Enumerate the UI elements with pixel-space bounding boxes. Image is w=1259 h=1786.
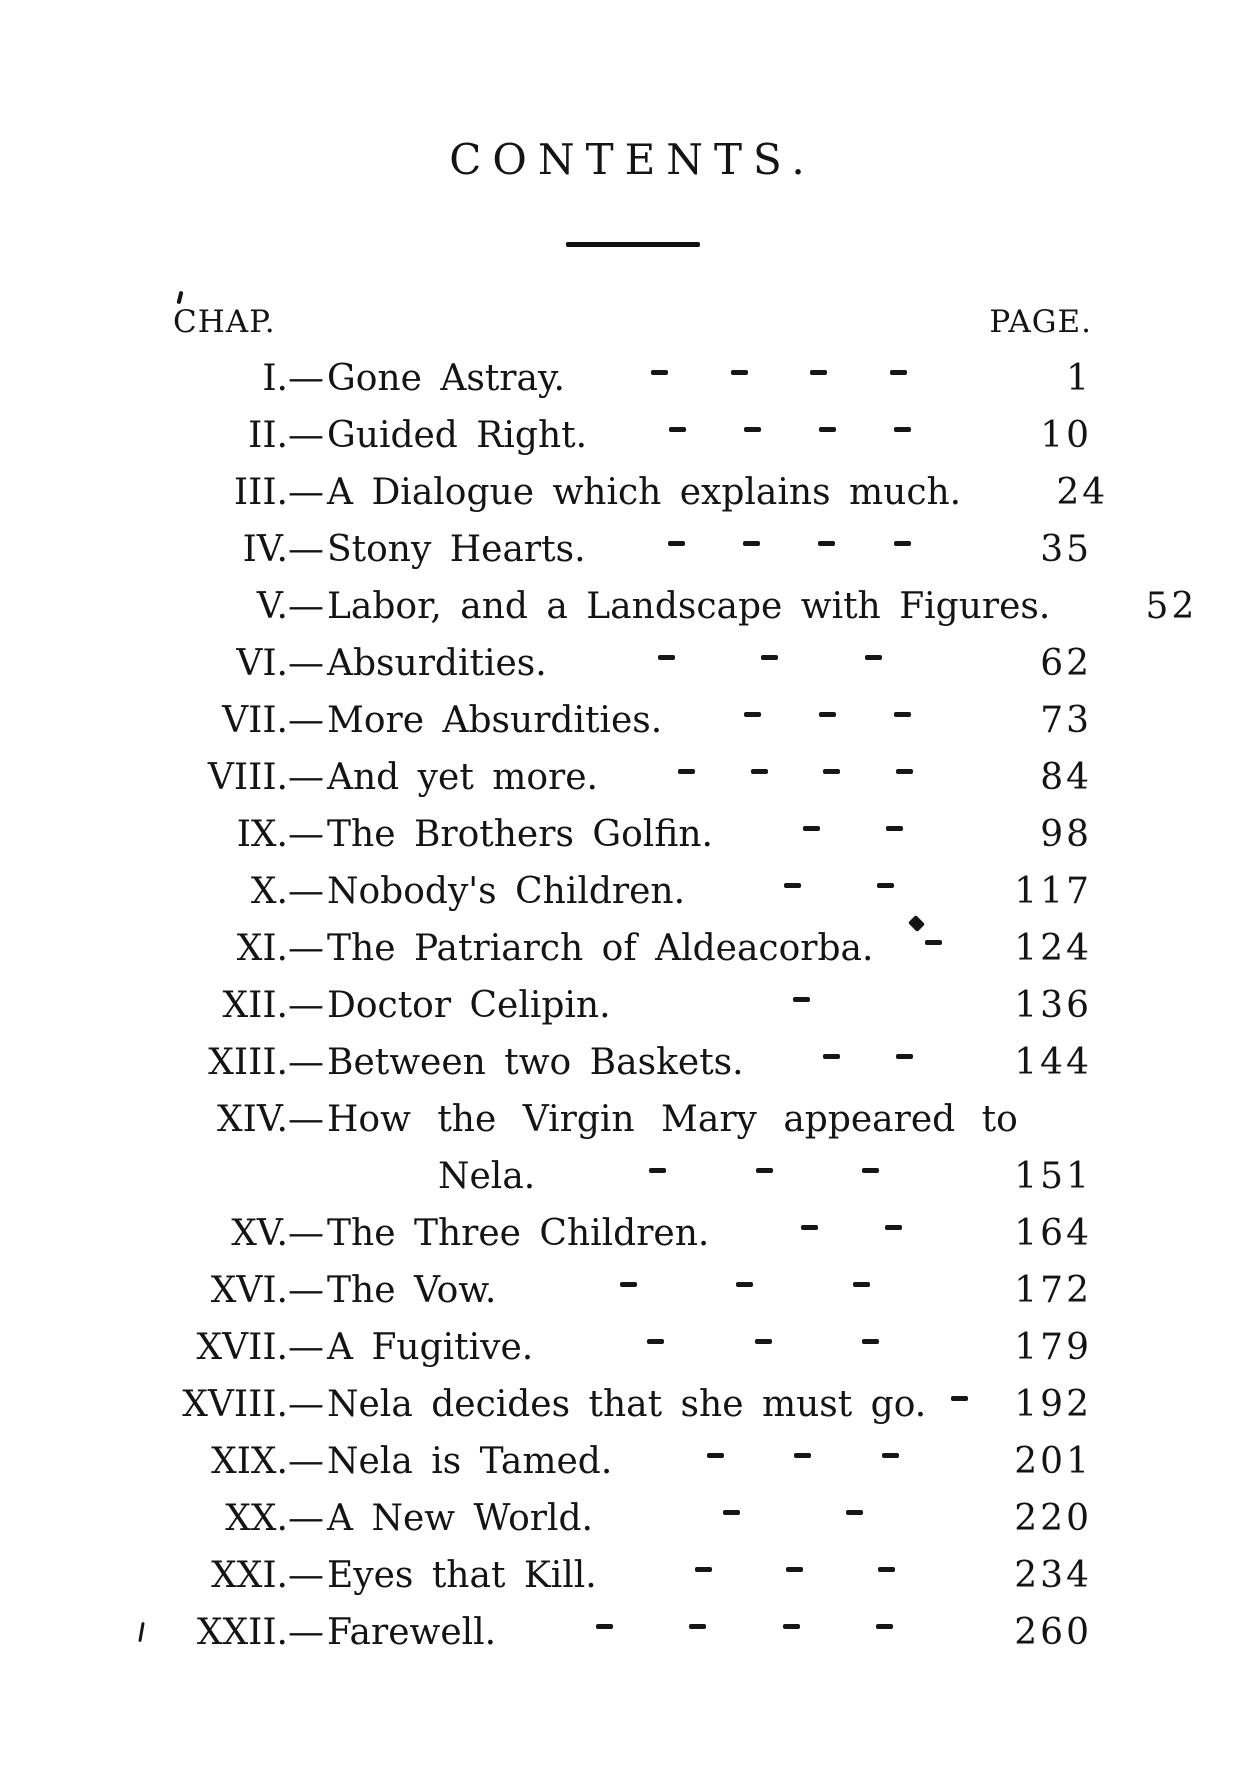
em-dash-separator: —: [288, 1270, 324, 1311]
em-dash-separator: —: [288, 1099, 324, 1140]
chapter-numeral: IX.: [236, 814, 288, 855]
leader-dash: [784, 883, 801, 888]
em-dash-separator: —: [288, 586, 324, 627]
title-divider-rule: [566, 242, 700, 247]
chapter-numeral: V.: [256, 586, 288, 627]
leader-dash: [818, 541, 835, 546]
leader-dashes: [733, 1224, 969, 1232]
leader-dash: [695, 1567, 712, 1572]
chapter-title: Doctor Celipin.: [327, 985, 611, 1026]
leader-dash: [647, 1339, 664, 1344]
chapter-numeral: VIII.: [207, 757, 288, 798]
leader-dash: [882, 1453, 899, 1458]
leader-dash: [810, 370, 827, 375]
page-number: 192: [1014, 1384, 1092, 1425]
leader-dash: [783, 1624, 800, 1629]
leader-dashes: [1042, 1110, 1074, 1118]
chapter-column-label: CHAP.: [173, 304, 276, 340]
page-number: 24: [1056, 472, 1109, 513]
leader-dashes: [636, 1452, 969, 1460]
chapter-title-wrapped: Nela.: [438, 1156, 536, 1197]
em-dash-separator: —: [288, 1042, 324, 1083]
leader-dash: [885, 1225, 902, 1230]
leader-dash: [743, 541, 760, 546]
chapter-title: A Dialogue which explains much.: [327, 472, 962, 513]
leader-dash: [658, 655, 675, 660]
leader-dash: [707, 1453, 724, 1458]
chapter-title: Gone Astray.: [327, 358, 565, 399]
leader-dash: [896, 1054, 913, 1059]
chapter-numeral: XVIII.: [182, 1384, 288, 1425]
em-dash-separator: —: [288, 871, 324, 912]
leader-dash: [649, 1168, 666, 1173]
chapter-numeral: XV.: [231, 1213, 288, 1254]
chapter-title: Nela is Tamed.: [327, 1441, 613, 1482]
leader-dashes: [559, 1167, 969, 1175]
chapter-numeral: XIV.: [217, 1099, 288, 1140]
leader-dashes: [520, 1623, 969, 1631]
chapter-numeral: III.: [233, 472, 288, 513]
leader-dash: [793, 997, 810, 1002]
em-dash-separator: —: [288, 643, 324, 684]
em-dash-separator: —: [288, 358, 324, 399]
leader-dashes: [737, 825, 969, 833]
leader-dash: [862, 1339, 879, 1344]
toc-row: [173, 635, 1092, 692]
toc-row: [173, 692, 1092, 749]
em-dash-separator: —: [288, 757, 324, 798]
em-dash-separator: —: [288, 472, 324, 513]
leader-dash: [678, 769, 695, 774]
toc-header: [173, 302, 1092, 342]
leader-dashes: [589, 369, 969, 377]
em-dash-separator: —: [288, 1384, 324, 1425]
chapter-numeral: VII.: [222, 700, 288, 741]
toc-row-wrap: [173, 1148, 1092, 1205]
em-dash-separator: —: [288, 1498, 324, 1539]
chapter-title: Stony Hearts.: [327, 529, 586, 570]
chapter-numeral: XI.: [236, 928, 288, 969]
leader-dash: [736, 1282, 753, 1287]
leader-dash: [925, 940, 942, 945]
leader-dash: [823, 1054, 840, 1059]
contents-page: [173, 0, 1198, 1661]
leader-dash: [886, 826, 903, 831]
chapter-title: And yet more.: [327, 757, 598, 798]
leader-dash: [744, 712, 761, 717]
leader-dashes: [520, 1281, 969, 1289]
chapter-title: Guided Right.: [327, 415, 588, 456]
page-number: 136: [1014, 985, 1092, 1026]
leader-dash: [786, 1567, 803, 1572]
toc-row: [173, 350, 1092, 407]
leader-dash: [819, 427, 836, 432]
chapter-title: Absurdities.: [327, 643, 547, 684]
leader-dashes: [950, 1395, 969, 1403]
page-number: 10: [1040, 415, 1092, 456]
chapter-title: The Brothers Golfin.: [327, 814, 713, 855]
leader-dash: [894, 427, 911, 432]
toc-row: [173, 977, 1092, 1034]
toc-row: [173, 749, 1092, 806]
toc-row: [173, 1376, 1092, 1433]
leader-dash: [668, 541, 685, 546]
leader-dash: [951, 1396, 968, 1401]
leader-dash: [751, 769, 768, 774]
em-dash-separator: —: [288, 1441, 324, 1482]
leader-dash: [876, 1624, 893, 1629]
leader-dash: [862, 1168, 879, 1173]
leader-dash: [744, 427, 761, 432]
toc-row: [173, 920, 1092, 977]
leader-dash: [651, 370, 668, 375]
page-number: 73: [1040, 700, 1092, 741]
leader-dashes: [709, 882, 969, 890]
toc-row: [173, 1205, 1092, 1262]
chapter-numeral: XIII.: [208, 1042, 288, 1083]
page-title: CONTENTS.: [449, 135, 816, 184]
chapter-numeral: XXI.: [211, 1555, 288, 1596]
chapter-numeral: XXII.: [196, 1612, 288, 1653]
em-dash-separator: —: [288, 814, 324, 855]
page-number: 84: [1040, 757, 1092, 798]
leader-dash: [823, 769, 840, 774]
toc-row: [173, 1091, 1092, 1148]
toc-row: [173, 863, 1092, 920]
toc-row: [173, 1604, 1092, 1661]
leader-dash: [689, 1624, 706, 1629]
page-number: 124: [1014, 928, 1092, 969]
leader-dashes: [611, 426, 969, 434]
leader-dash: [596, 1624, 613, 1629]
chapter-numeral: XX.: [225, 1498, 288, 1539]
leader-dashes: [768, 1053, 969, 1061]
leader-dash: [794, 1453, 811, 1458]
chapter-title: Farewell.: [327, 1612, 497, 1653]
leader-dashes: [686, 711, 969, 719]
em-dash-separator: —: [288, 1213, 324, 1254]
toc-row: [173, 1034, 1092, 1091]
page-number: 35: [1040, 529, 1092, 570]
page-number: 144: [1014, 1042, 1092, 1083]
leader-dash: [731, 370, 748, 375]
leader-dash: [761, 655, 778, 660]
leader-dash: [894, 712, 911, 717]
page-number: 220: [1014, 1498, 1092, 1539]
leader-dashes: [610, 540, 969, 548]
chapter-numeral: XVII.: [196, 1327, 288, 1368]
em-dash-separator: —: [288, 700, 324, 741]
leader-dash: [894, 541, 911, 546]
page-number: 164: [1014, 1213, 1092, 1254]
leader-dash: [819, 712, 836, 717]
page-number: 62: [1040, 643, 1092, 684]
page-number: 179: [1014, 1327, 1092, 1368]
leader-dashes: [557, 1338, 969, 1346]
leader-dash: [878, 1567, 895, 1572]
chapter-title: A Fugitive.: [327, 1327, 534, 1368]
chapter-title: How the Virgin Mary appeared to: [327, 1099, 1018, 1140]
chapter-title: Eyes that Kill.: [327, 1555, 597, 1596]
toc-row: [173, 464, 1109, 521]
leader-dash: [755, 1339, 772, 1344]
toc-row: [173, 578, 1198, 635]
page-number: 172: [1014, 1270, 1092, 1311]
leader-dash: [853, 1282, 870, 1287]
toc-row: [173, 1319, 1092, 1376]
page-number: 201: [1014, 1441, 1092, 1482]
chapter-numeral: XIX.: [211, 1441, 288, 1482]
chapter-title: The Patriarch of Aldeacorba.: [327, 928, 874, 969]
em-dash-separator: —: [288, 1327, 324, 1368]
leader-dash: [620, 1282, 637, 1287]
leader-dash: [896, 769, 913, 774]
page-number: 234: [1014, 1555, 1092, 1596]
page-number: 98: [1040, 814, 1092, 855]
em-dash-separator: —: [288, 1555, 324, 1596]
leader-dash: [669, 427, 686, 432]
toc-row: [173, 1433, 1092, 1490]
leader-dashes: [897, 939, 969, 947]
leader-dashes: [621, 1566, 969, 1574]
page-number: 52: [1145, 586, 1198, 627]
toc-row: [173, 407, 1092, 464]
chapter-numeral: IV.: [242, 529, 288, 570]
leader-dash: [723, 1510, 740, 1515]
chapter-numeral: X.: [250, 871, 288, 912]
em-dash-separator: —: [288, 985, 324, 1026]
page-number: 260: [1014, 1612, 1092, 1653]
chapter-title: More Absurdities.: [327, 700, 663, 741]
chapter-numeral: XVI.: [210, 1270, 288, 1311]
leader-dashes: [635, 996, 969, 1004]
leader-dash: [846, 1510, 863, 1515]
chapter-numeral: VI.: [236, 643, 288, 684]
page-column-label: PAGE.: [989, 304, 1092, 340]
em-dash-separator: —: [288, 529, 324, 570]
em-dash-separator: —: [288, 1612, 324, 1653]
leader-dash: [801, 1225, 818, 1230]
toc-row: [173, 1262, 1092, 1319]
chapter-title: The Vow.: [327, 1270, 497, 1311]
chapter-numeral: XII.: [222, 985, 288, 1026]
leader-dash: [877, 883, 894, 888]
chapter-numeral: II.: [248, 415, 288, 456]
leader-dash: [890, 370, 907, 375]
leader-dashes: [571, 654, 969, 662]
page-number: 117: [1014, 871, 1092, 912]
toc-entry-list: [173, 350, 1198, 1661]
toc-row: [173, 806, 1092, 863]
chapter-title: The Three Children.: [327, 1213, 710, 1254]
leader-dashes: [622, 768, 969, 776]
ink-speck: [138, 1622, 144, 1642]
chapter-title: Between two Baskets.: [327, 1042, 744, 1083]
em-dash-separator: —: [288, 928, 324, 969]
leader-dash: [803, 826, 820, 831]
chapter-title: Labor, and a Landscape with Figures.: [327, 586, 1051, 627]
chapter-title: Nobody's Children.: [327, 871, 686, 912]
page-number: 1: [1066, 358, 1092, 399]
leader-dashes: [617, 1509, 969, 1517]
leader-dash: [756, 1168, 773, 1173]
toc-row: [173, 521, 1092, 578]
page-number: 151: [1014, 1156, 1092, 1197]
leader-dash: [865, 655, 882, 660]
toc-row: [173, 1490, 1092, 1547]
chapter-title: A New World.: [327, 1498, 593, 1539]
em-dash-separator: —: [288, 415, 324, 456]
toc-row: [173, 1547, 1092, 1604]
chapter-numeral: I.: [262, 358, 288, 399]
chapter-title: Nela decides that she must go.: [327, 1384, 927, 1425]
